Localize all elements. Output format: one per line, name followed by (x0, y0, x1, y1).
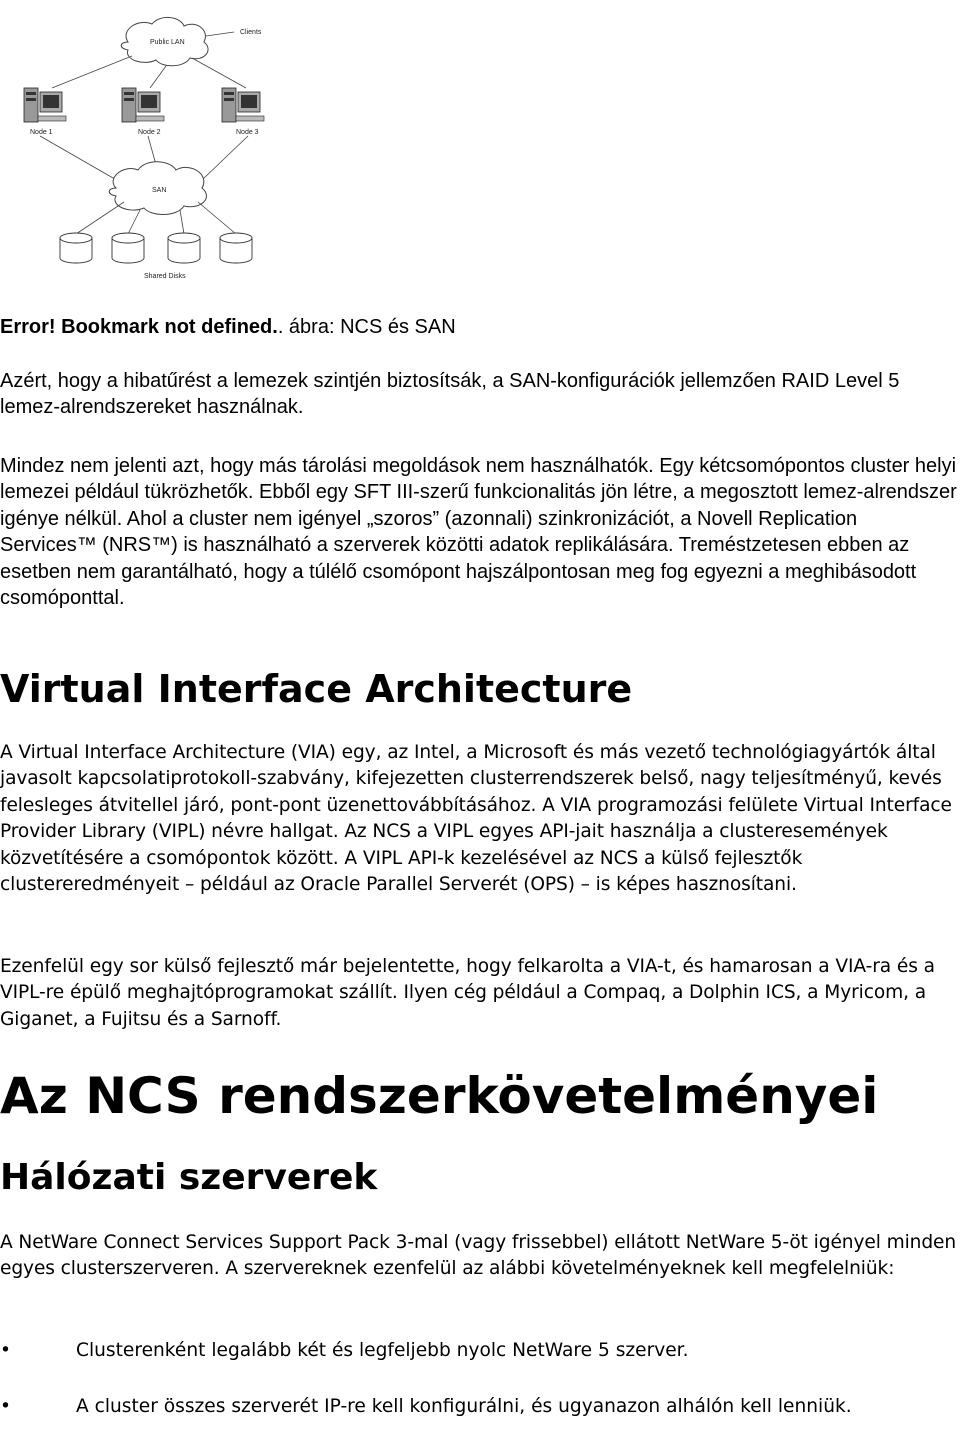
node-2 (122, 88, 164, 136)
paragraph-via-1: A Virtual Interface Architecture (VIA) egy, az Intel, a Microsoft és más vezető technológiagyártók által javasolt kapcsolatiprotokoll-szabvány, kifejezetten clusterrendszerek belső, nagy teljesítményű, kevés felesleges átvitellel járó, pont-pont üzenettovábbításához. A VIA programozási felülete Virtual Interface Provider Library (VIPL) névre hallgat. Az NCS a VIPL egyes API-jait használja a clusteresemények közvetítésére a csomópontok között. A VIPL API-k kezelésével az NCS a külső fejlesztők clustereredményeit – például az Oracle Parallel Serverét (OPS) – is képes hasznosítani. (0, 742, 952, 896)
caption-text: . ábra: NCS és SAN (277, 316, 456, 338)
shared-disk-2 (112, 233, 144, 263)
clients-label: Clients (240, 29, 262, 36)
paragraph-storage-options: Mindez nem jelenti azt, hogy más tárolási megoldások nem használhatók. Egy kétcsomópontos cluster helyi lemezei például tükrözhetők. Ebből egy SFT III-szerű funkcionalitás jön létre, a megosztott lemez-alrendszer igénye nélkül. Ahol a cluster nem igényel „szoros” (azonnali) szinkronizációt, a Novell Replication Services™ (NRS™) is használható a szerverek közötti adatok replikálására. Treméstzetesen ebben az esetben nem garantálható, hogy a túlélő csomópont hajszálpontosan meg fog egyezni a meghibásodott csomóponttal. (0, 455, 957, 610)
heading-via: Virtual Interface Architecture (0, 667, 633, 711)
paragraph-servers: A NetWare Connect Services Support Pack 3-mal (vagy frissebbel) ellátott NetWare 5-öt igényel minden egyes clusterszerveren. A szervereknek ezenfelül az alábbi követelményeknek kell megfelelniük: (0, 1232, 957, 1280)
public-lan-label: Public LAN (150, 39, 185, 46)
list-item (0, 1338, 958, 1364)
ncs-san-diagram (20, 12, 310, 284)
shared-disk-1 (60, 233, 92, 263)
public-lan-cloud (121, 17, 208, 65)
paragraph-via-2: Ezenfelül egy sor külső fejlesztő már bejelentette, hogy felkarolta a VIA-t, és hamarosan a VIA-ra és a VIPL-re épülő meghajtóprogramokat szállít. Ilyen cég például a Compaq, a Dolphin ICS, a Myricom, a Giganet, a Fujitsu és a Sarnoff. (0, 956, 935, 1030)
shared-disks-label: Shared Disks (144, 273, 186, 280)
bullet-dot: • (0, 1340, 11, 1361)
node-2-label: Node 2 (138, 129, 161, 136)
caption-error-text: Error! Bookmark not defined. (0, 316, 278, 338)
figure-caption (0, 316, 456, 339)
san-label: SAN (152, 187, 167, 194)
list-item-text: A cluster összes szerverét IP-re kell konfigurálni, és ugyanazon alhálón kell lenniük. (76, 1396, 852, 1417)
node-3 (222, 88, 264, 136)
heading-requirements: Az NCS rendszerkövetelményei (0, 1067, 879, 1125)
node-1 (24, 88, 66, 136)
node-1-label: Node 1 (30, 129, 53, 136)
paragraph-raid: Azért, hogy a hibatűrést a lemezek szintjén biztosítsák, a SAN-konfigurációk jellemzően RAID Level 5 lemez-alrendszereket használnak. (0, 370, 900, 419)
san-cloud (109, 162, 206, 215)
bullet-dot: • (0, 1396, 11, 1417)
list-item-text: Clusterenként legalább két és legfeljebb nyolc NetWare 5 szerver. (76, 1340, 689, 1361)
heading-network-servers: Hálózati szerverek (0, 1157, 378, 1198)
shared-disk-3 (168, 233, 200, 263)
shared-disk-4 (220, 233, 252, 263)
list-item (0, 1394, 958, 1420)
node-3-label: Node 3 (236, 129, 259, 136)
